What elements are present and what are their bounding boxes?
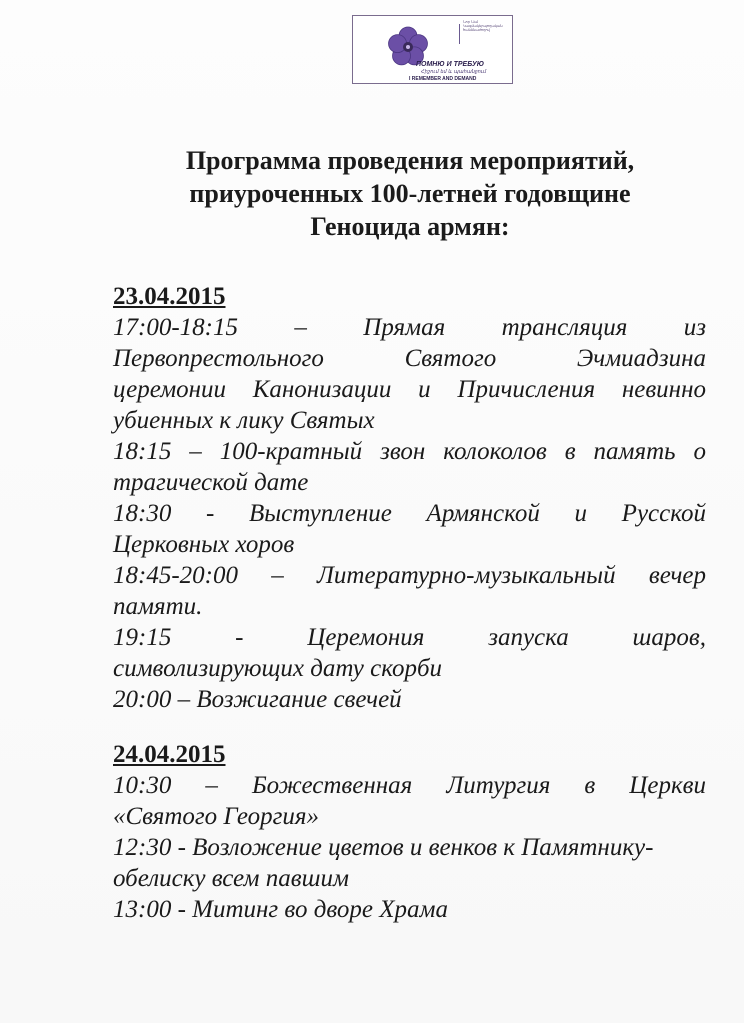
title-line: Программа проведения мероприятий, bbox=[185, 146, 635, 175]
entry-line: символизирующих дату скорби bbox=[113, 655, 443, 682]
entry-line: памяти. bbox=[113, 593, 203, 620]
logo-small-line: հանձնաժողով bbox=[463, 28, 490, 32]
schedule-entry bbox=[113, 832, 706, 894]
entry-line: «Святого Георгия» bbox=[113, 803, 319, 830]
entry-line: церемонии Канонизации и Причисления невинно bbox=[113, 376, 706, 403]
schedule-entry bbox=[113, 770, 706, 832]
entry-line: 19:15 - Церемония запуска шаров, bbox=[113, 624, 706, 651]
entry-line: обелиску всем павшим bbox=[113, 865, 349, 892]
schedule-entry bbox=[113, 622, 706, 684]
forget-me-not-logo bbox=[352, 15, 513, 84]
entry-line: 10:30 – Божественная Литургия в Церкви bbox=[113, 772, 706, 799]
entry-line: 17:00-18:15 – Прямая трансляция из bbox=[113, 314, 706, 341]
logo-small-line: Կազմակերպողական bbox=[463, 24, 503, 28]
schedule-entry bbox=[113, 498, 706, 560]
schedule-entry bbox=[113, 436, 706, 498]
schedule-entry bbox=[113, 894, 706, 925]
entry-line: Первопрестольного Святого Эчмиадзина bbox=[113, 345, 706, 372]
schedule-entry bbox=[113, 312, 706, 436]
entry-line: 18:45-20:00 – Литературно-музыкальный вечер bbox=[113, 562, 706, 589]
logo-slogan-ru: ПОМНЮ И ТРЕБУЮ bbox=[416, 61, 485, 68]
page-title bbox=[110, 144, 710, 243]
entry-line: 13:00 - Митинг во дворе Храма bbox=[113, 896, 448, 923]
schedule-entry bbox=[113, 560, 706, 622]
entry-line: 20:00 – Возжигание свечей bbox=[113, 686, 402, 713]
title-line: приуроченных 100-летней годовщине bbox=[189, 179, 631, 208]
entry-line: убиенных к лику Святых bbox=[113, 407, 375, 434]
entry-line: 18:15 – 100-кратный звон колоколов в память о bbox=[113, 438, 706, 465]
schedule-day-1 bbox=[113, 281, 706, 715]
logo-slogan-en: I REMEMBER AND DEMAND bbox=[409, 76, 477, 82]
schedule-day-2 bbox=[113, 739, 706, 925]
title-line: Геноцида армян: bbox=[310, 212, 510, 241]
logo-divider bbox=[459, 24, 460, 44]
schedule-entry bbox=[113, 684, 706, 715]
logo-slogan-hy: Հիշում եմ և պահանջում bbox=[421, 69, 487, 75]
entry-line: трагической дате bbox=[113, 469, 309, 496]
entry-line: 12:30 - Возложение цветов и венков к Памятнику- bbox=[113, 834, 654, 861]
day-date: 23.04.2015 bbox=[113, 283, 226, 310]
flower-petal bbox=[389, 35, 407, 53]
day-date: 24.04.2015 bbox=[113, 741, 226, 768]
logo-small-text bbox=[463, 20, 511, 32]
entry-line: Церковных хоров bbox=[113, 531, 295, 558]
entry-line: 18:30 - Выступление Армянской и Русской bbox=[113, 500, 706, 527]
logo-small-line: Նոր Նեմ bbox=[463, 20, 478, 24]
